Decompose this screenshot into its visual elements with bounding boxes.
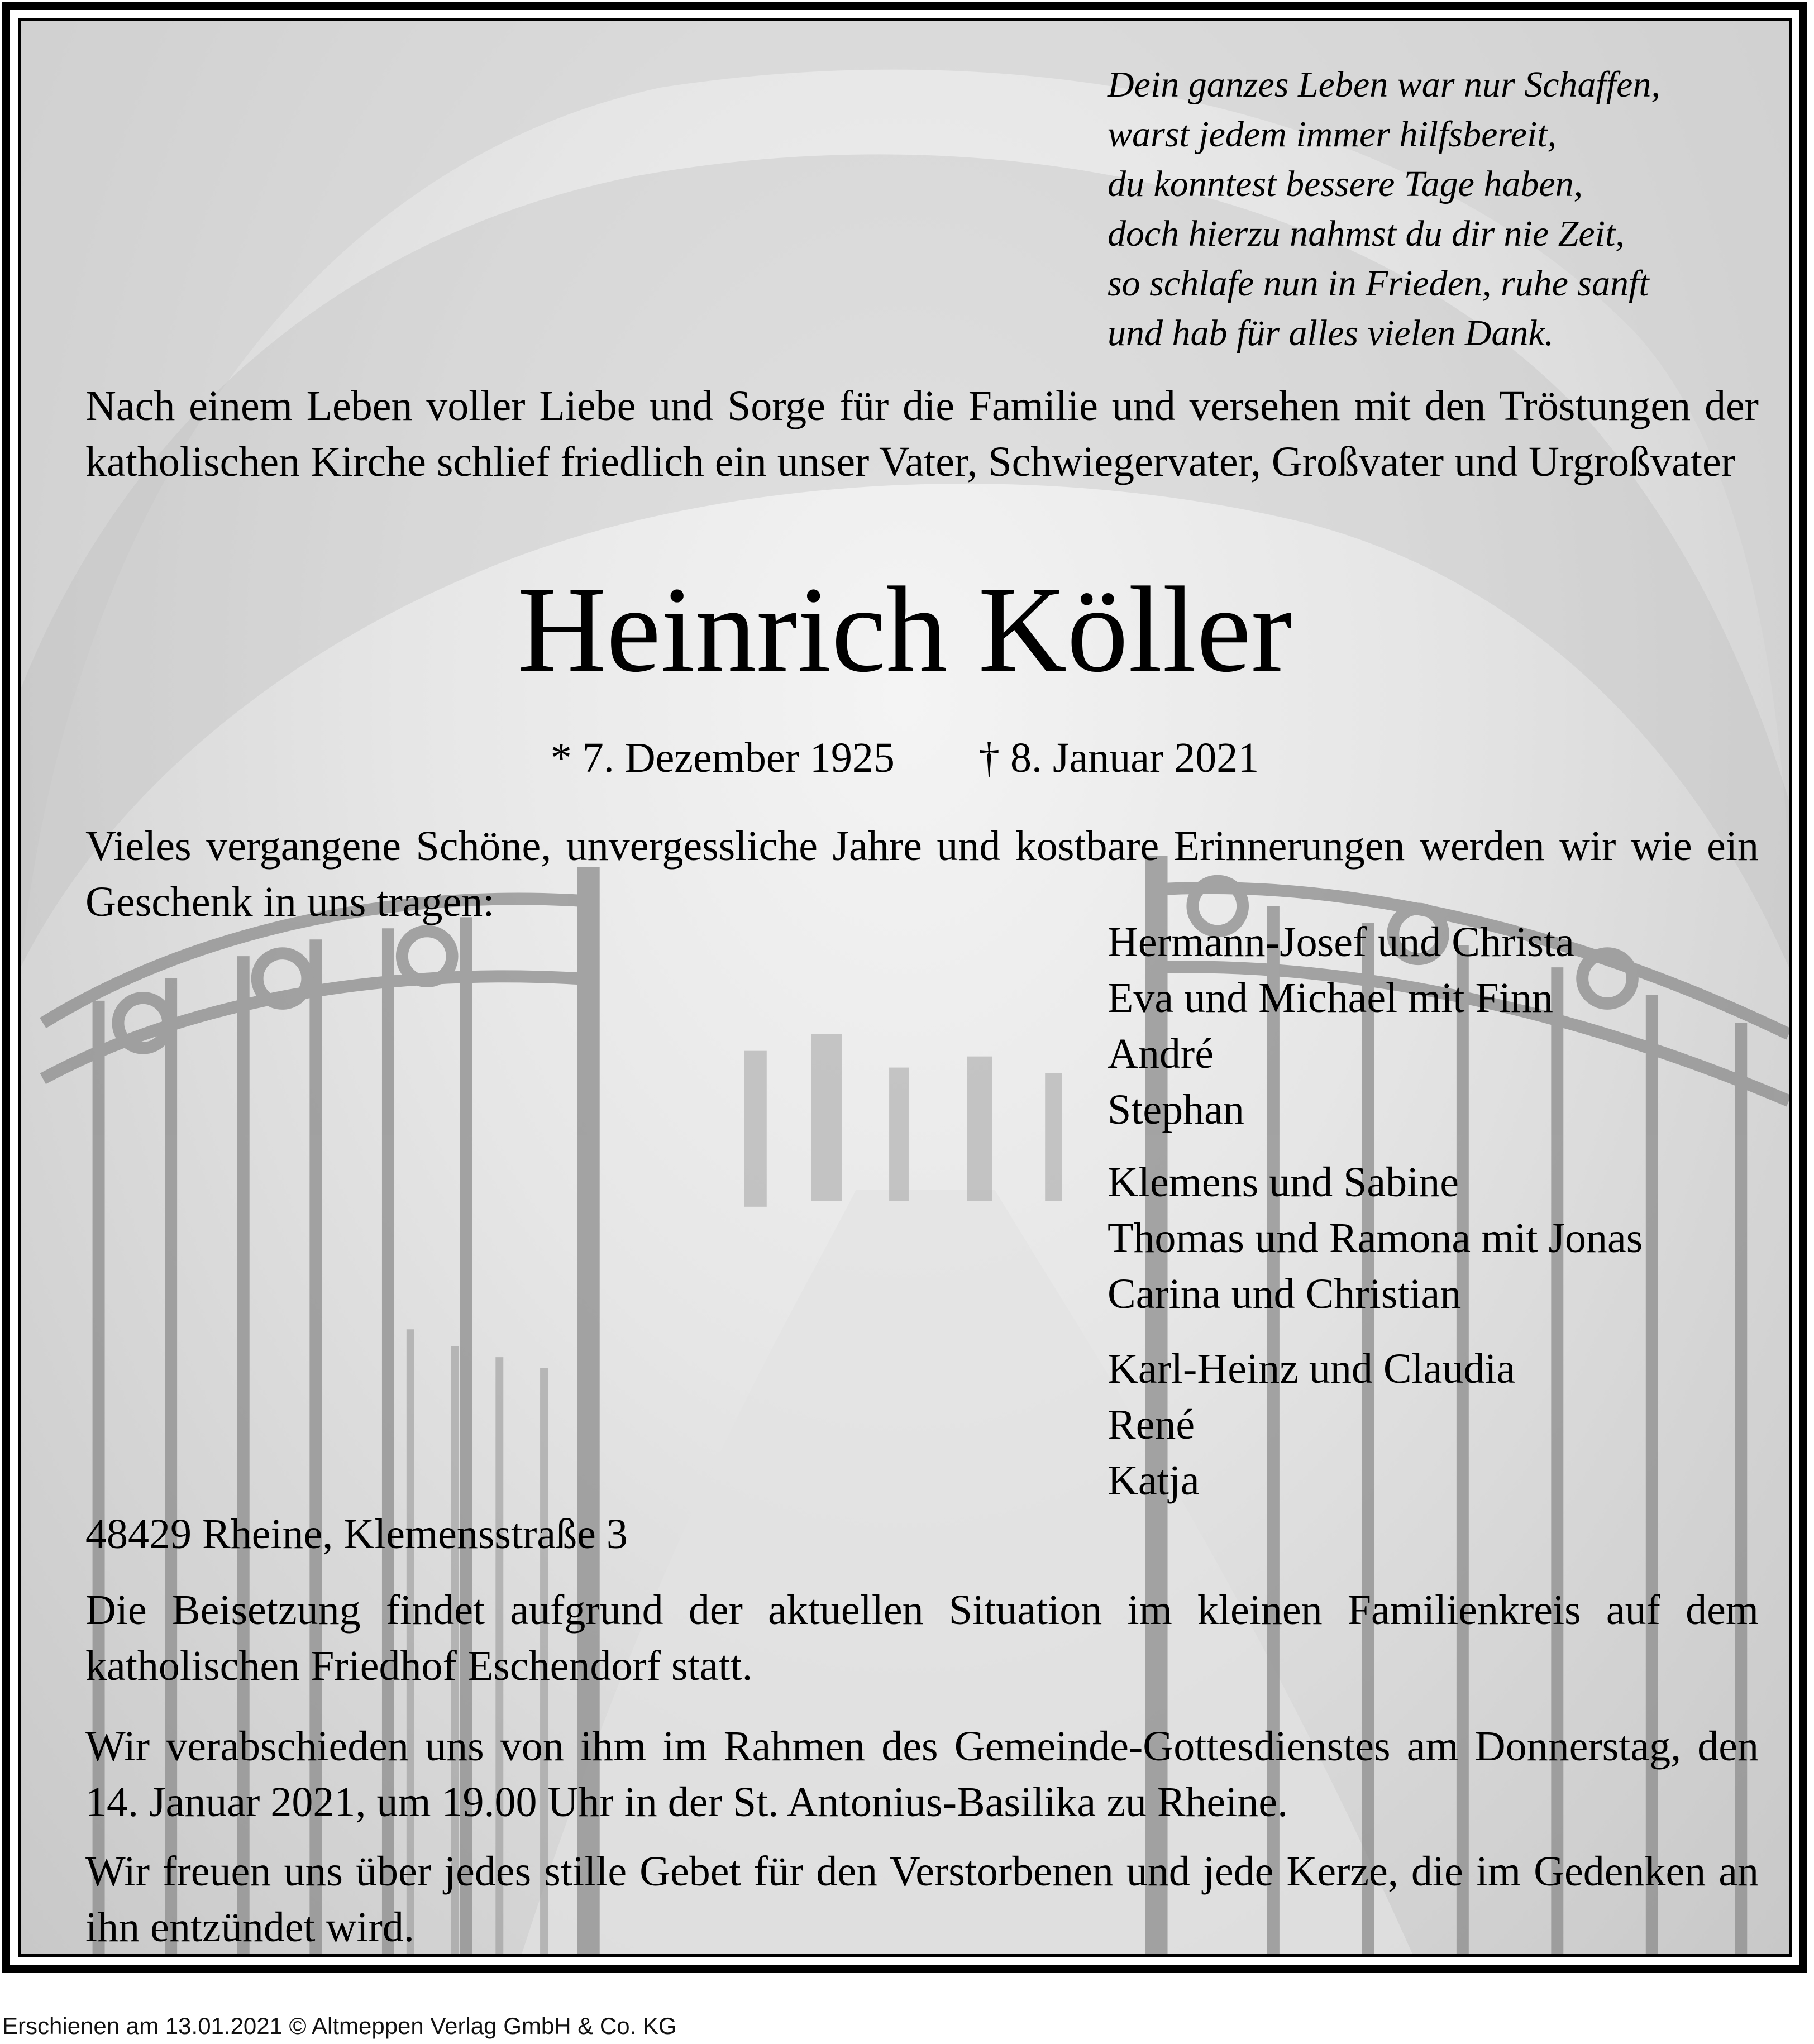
- life-dates: [21, 730, 1789, 786]
- publication-footer: Erschienen am 13.01.2021 © Altmeppen Verlag GmbH & Co. KG: [2, 2013, 677, 2039]
- family-member: Katja: [1108, 1457, 1200, 1504]
- poem-line: so schlafe nun in Frieden, ruhe sanft: [1108, 263, 1649, 304]
- family-member: Karl-Heinz und Claudia: [1108, 1345, 1516, 1392]
- family-member: Carina und Christian: [1108, 1271, 1462, 1317]
- notice-content: [21, 21, 1789, 1954]
- deceased-name: Heinrich Köller: [517, 561, 1292, 698]
- poem-line: du konntest bessere Tage haben,: [1108, 164, 1583, 204]
- family-group-1: [1108, 914, 1755, 1138]
- poem: [1108, 60, 1660, 358]
- family-group-2: [1108, 1154, 1755, 1322]
- family-member: Stephan: [1108, 1086, 1244, 1133]
- family-member: André: [1108, 1030, 1214, 1077]
- family-member: Thomas und Ramona mit Jonas: [1108, 1215, 1643, 1262]
- obituary-notice: [2, 2, 1807, 1973]
- poem-line: und hab für alles vielen Dank.: [1108, 313, 1554, 354]
- thanks-text: Wir freuen uns über jedes stille Gebet für den Verstorbenen und jede Kerze, die im Gedenken an ihn entzündet wird.: [85, 1848, 1759, 1951]
- family-member: Eva und Michael mit Finn: [1108, 975, 1553, 1021]
- intro-text: Nach einem Leben voller Liebe und Sorge für die Familie und versehen mit den Tröstungen der katholischen Kirche schlief friedlich ein unser Vater, Schwiegervater, Großvater und Urgroßvater: [85, 383, 1759, 485]
- family-member: Klemens und Sabine: [1108, 1159, 1459, 1206]
- memory-text: Vieles vergangene Schöne, unvergessliche Jahre und kostbare Erinnerungen werden wir wie ein Geschenk in uns tragen:: [85, 823, 1759, 925]
- poem-line: Dein ganzes Leben war nur Schaffen,: [1108, 64, 1660, 105]
- family-group-3: [1108, 1341, 1755, 1508]
- burial-text: Die Beisetzung findet aufgrund der aktuellen Situation im kleinen Familienkreis auf dem katholischen Friedhof Eschendorf statt.: [85, 1587, 1759, 1689]
- poem-line: doch hierzu nahmst du dir nie Zeit,: [1108, 213, 1625, 254]
- death-date: † 8. Januar 2021: [978, 734, 1259, 781]
- service-text: Wir verabschieden uns von ihm im Rahmen des Gemeinde-Gottesdienstes am Donnerstag, den 14. Januar 2021, um 19.00 Uhr in der St. Antonius-Basilika zu Rheine.: [85, 1723, 1759, 1826]
- address: 48429 Rheine, Klemensstraße 3: [85, 1511, 628, 1558]
- poem-line: warst jedem immer hilfsbereit,: [1108, 114, 1557, 155]
- birth-date: * 7. Dezember 1925: [550, 734, 895, 781]
- family-member: René: [1108, 1401, 1195, 1448]
- family-member: Hermann-Josef und Christa: [1108, 919, 1574, 966]
- notice-inner-frame: [18, 18, 1792, 1957]
